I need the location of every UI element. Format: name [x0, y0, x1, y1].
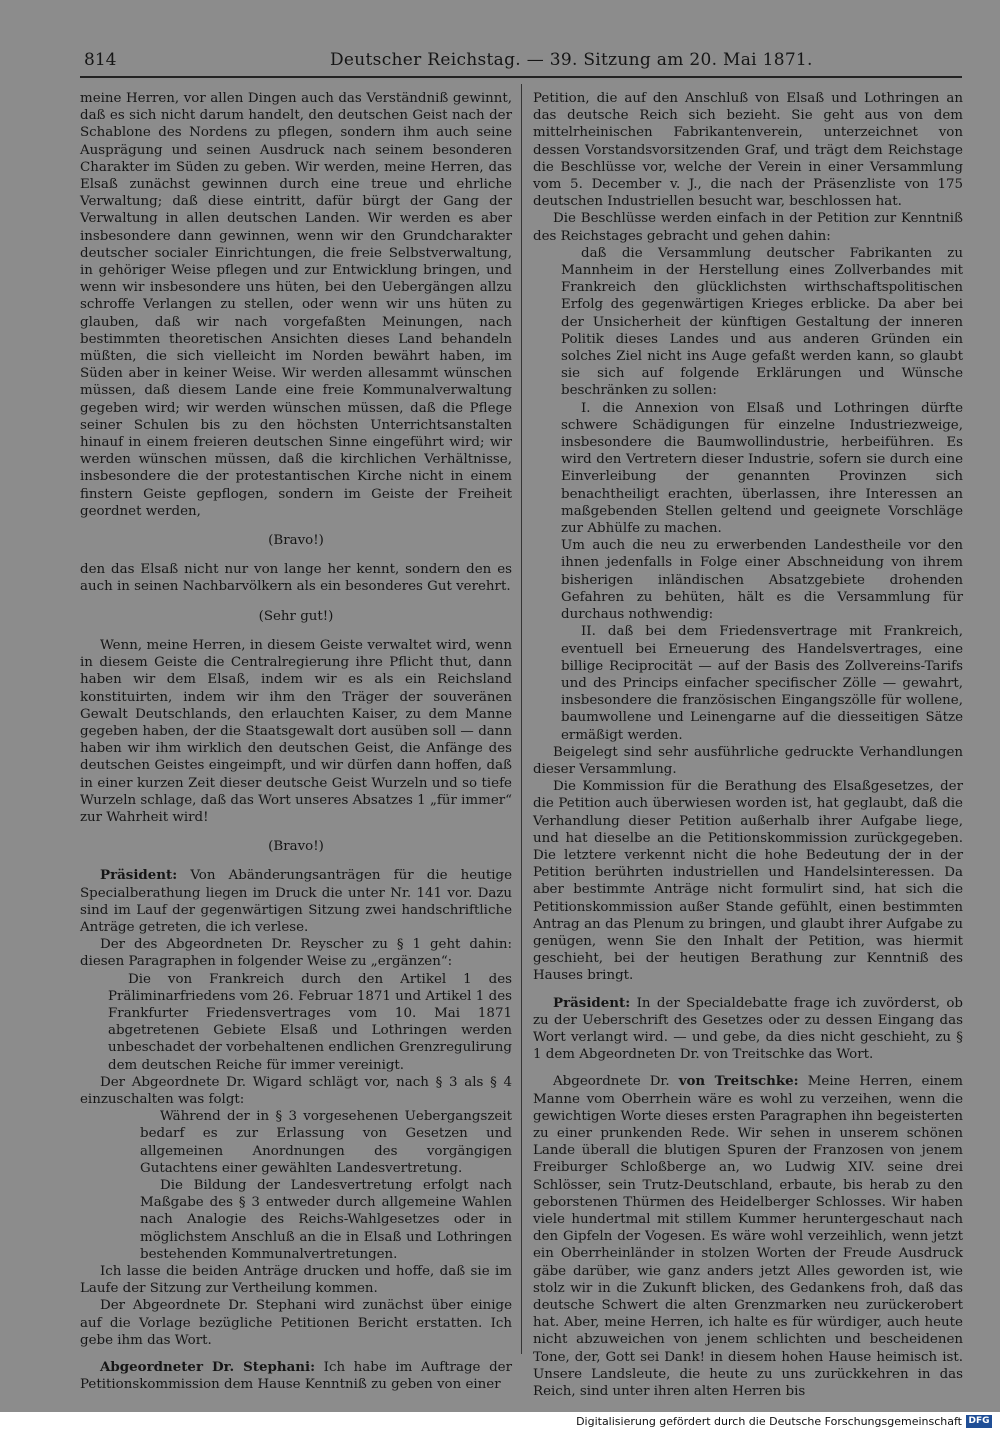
speech-text: In der Specialdebatte frage ich zuvörderst, ob zu der Ueberschrift des Gesetzes oder zu dessen Eingang das Wort verlangt wird. — und gebe, da dies nicht geschieht, zu § 1 dem Abgeordneten Dr. von Treitschke das Wort. [533, 995, 963, 1063]
paragraph: Die Beschlüsse werden einfach in der Petition zur Kenntniß des Reichstages gebracht und gehen dahin: [533, 211, 963, 244]
speech-text: Ich habe im Auftrage der Petitionskommission dem Hause Kenntniß zu geben von einer [80, 1360, 512, 1393]
paragraph [533, 995, 963, 1064]
header-rule [80, 76, 962, 78]
paragraph: den das Elsaß nicht nur von lange her kennt, sondern den es auch in seinen Nachbarvölkern als ein besonderes Gut verehrt. [80, 562, 512, 595]
right-column [533, 90, 963, 1400]
paragraph: Der des Abgeordneten Dr. Reyscher zu § 1 geht dahin: diesen Paragraphen in folgender Weise zu „ergänzen“: [80, 937, 512, 970]
paragraph: Beigelegt sind sehr ausführliche gedruckte Verhandlungen dieser Versammlung. [533, 744, 963, 777]
interjection: (Bravo!) [268, 533, 324, 549]
paragraph: Petition, die auf den Anschluß von Elsaß und Lothringen an das deutsche Reich sich bezieht. Sie geht aus von dem mittelrheinischen Fabrikantenverein, unterzeichnet von dessen Vorstandsvorsitzenden Graf, und trägt dem Reichstage die Beschlüsse vor, welche der Verein in einer Versammlung vom 5. December v. J., die nach der Präsenzliste von 175 deutschen Industriellen besucht war, beschlossen hat. [533, 91, 963, 210]
quoted-resolution: daß die Versammlung deutscher Fabrikanten zu Mannheim in der Herstellung eines Zollverbandes mit Frankreich den glücklichsten wirthschaftspolitischen Erfolg des gegenwärtigen Krieges erblicke. Da aber bei der Unsicherheit der künftigen Gestaltung der inneren Politik dieses Landes und aus anderen Gründen ein solches Ziel nicht ins Auge gefaßt werden kann, so glaubt sie sich auf folgende Erklärungen und Wünsche beschränken zu sollen: [561, 245, 963, 399]
digitization-footer [0, 1412, 1000, 1432]
speaker-title: Abgeordnete Dr. [553, 1074, 670, 1090]
interjection: (Sehr gut!) [258, 608, 334, 624]
paragraph: Der Abgeordnete Dr. Stephani wird zunächst über einige auf die Vorlage bezügliche Petitionen Bericht erstatten. Ich gebe ihm das Wort. [80, 1298, 512, 1348]
paragraph: Die Kommission für die Berathung des Elsaßgesetzes, der die Petition auch überwiesen worden ist, hat geglaubt, daß die Verhandlung dieser Petition außerhalb ihrer Aufgabe liege, und hat dieselbe an die Petitionskommission zurückgegeben. Die letztere verkennt nicht die hohe Bedeutung der in der Petition berührten industriellen und Handelsinteressen. Da aber bestimmte Anträge nicht formulirt sind, hat sich die Petitionskommission außer Stande gefühlt, einen bestimmten Antrag an das Plenum zu bringen, und glaubt ihrer Aufgabe zu genügen, wenn Sie den Inhalt der Petition, was hiermit geschieht, bei der heutigen Berathung zur Kenntniß des Hauses bringt. [533, 779, 963, 984]
left-column [80, 90, 512, 1393]
paragraph [80, 867, 512, 936]
paragraph: Wenn, meine Herren, in diesem Geiste verwaltet wird, wenn in diesem Geiste die Centralregierung ihre Pflicht thut, dann haben wir dem Elsaß, indem wir es als ein Reichsland konstituirten, indem wir ihm den Träger der souveränen Gewalt Deutschlands, den erlauchten Kaiser, zu dem Manne gegeben haben, der die Staatsgewalt dort ausüben soll — dann haben wir ihm wirklich den deutschen Geist, die Anfänge des deutschen Geistes eingeimpft, und wir dürfen dann hoffen, daß in einer kurzen Zeit dieser deutsche Geist Wurzeln und so tiefe Wurzeln schlage, daß das Wort unseres Absatzes 1 „für immer“ zur Wahrheit wird! [80, 637, 512, 825]
paragraph: meine Herren, vor allen Dingen auch das Verständniß gewinnt, daß es sich nicht darum handelt, den deutschen Geist nach der Schablone des Nordens zu pflegen, sondern ihm auch seine Ausprägung und seinen Ausdruck nach seinem besonderen Charakter im Süden zu geben. Wir werden, meine Herren, das Elsaß zunächst gewinnen durch eine treue und ehrliche Verwaltung; daß diese eintritt, dafür bürgt der Gang der Verwaltung in allen deutschen Landen. Wir werden es aber insbesondere dann gewinnen, wenn wir den Grundcharakter deutscher socialer Einrichtungen, die freie Selbstverwaltung, in gehöriger Weise pflegen und zur Entwicklung bringen, und wenn wir insbesondere uns hüten, bei den Uebergängen allzu schroffe Verlangen zu stellen, oder wenn wir uns hüten zu glauben, daß wir nach vorgefaßten Meinungen, nach bestimmten theoretischen Ansichten dieses Land behandeln müßten, die sich vielleicht im Norden bewährt haben, im Süden aber in keiner Weise. Wir werden allesammt wünschen müssen, daß diesem Lande eine freie Kommunalverwaltung gegeben wird; wir werden wünschen müssen, daß die Pflege seiner Schulen bis zu den höchsten Unterrichtsanstalten hinauf in einem freieren deutschen Sinne eingeführt wird; wir werden wünschen müssen, daß die kirchlichen Verhältnisse, insbesondere die der protestantischen Kirche nicht in einem finstern Geiste gepflogen, sondern im Geiste der Freiheit geordnet werden, [80, 91, 512, 519]
paragraph [533, 1073, 963, 1400]
speaker-name: Abgeordneter Dr. Stephani: [100, 1359, 316, 1376]
paragraph: Ich lasse die beiden Anträge drucken und hoffe, daß sie im Laufe der Sitzung zur Vertheilung kommen. [80, 1264, 512, 1297]
quoted-motion: Die von Frankreich durch den Artikel 1 des Präliminarfriedens vom 26. Februar 1871 und Artikel 1 des Frankfurter Friedensvertrages vom 10. Mai 1871 abgetretenen Gebiete Elsaß und Lothringen werden unbeschadet der vorbehaltenen endlichen Grenzregulirung dem deutschen Reiche für immer vereinigt. [108, 971, 512, 1073]
dfg-logo: DFG [966, 1415, 992, 1428]
speaker-name: Präsident: [100, 867, 178, 884]
speech-text: Von Abänderungsanträgen für die heutige Specialberathung liegen im Druck die unter Nr. 141 vor. Dazu sind im Lauf der gegenwärtigen Sitzung zwei handschriftliche Anträge getreten, die ich verlese. [80, 868, 512, 935]
quoted-resolution: Um auch die neu zu erwerbenden Landestheile vor den ihnen jedenfalls in Folge einer Abschneidung von ihrem bisherigen inländischen Absatzgebiete drohenden Gefahren zu behüten, hält es die Versammlung für durchaus nothwendig: [561, 538, 963, 623]
paragraph: Der Abgeordnete Dr. Wigard schlägt vor, nach § 3 als § 4 einzuschalten was folgt: [80, 1074, 512, 1107]
interjection: (Bravo!) [268, 839, 324, 855]
quoted-motion: Die Bildung der Landesvertretung erfolgt nach Maßgabe des § 3 entweder durch allgemeine Wahlen nach Analogie des Reichs-Wahlgesetzes oder in möglichstem Anschluß an die in Elsaß und Lothringen bestehenden Kommunalvertretungen. [140, 1177, 512, 1262]
funding-credit: Digitalisierung gefördert durch die Deutsche Forschungsgemeinschaft [576, 1415, 962, 1428]
paragraph [80, 1359, 512, 1393]
speech-text: Meine Herren, einem Manne vom Oberrhein wäre es wohl zu verzeihen, wenn die gewichtigen Worte dieses ersten Paragraphen ihn begeisterten zu einer prunkenden Rede. Wir sehen in unserem schönen Lande überall die blutigen Spuren der Franzosen von jenem Freiburger Schloßberge an, wo Ludwig XIV. seine drei Schlösser, sein Trutz-Deutschland, erbaute, bis herab zu den geborstenen Thürmen des Heidelberger Schlosses. Wir haben viele hundertmal mit stillem Kummer heruntergeschaut nach den Gipfeln der Vogesen. Es wäre wohl verzeihlich, wenn jetzt ein Oberrheinländer in stolzen Worten der Freude Ausdruck gäbe darüber, wie ganz anders jetzt Alles geworden ist, wie stolz wir in die Zukunft blicken, des Gedankens froh, daß das deutsche Schwert die alten Grenzmarken neu zurückerobert hat. Aber, meine Herren, ich halte es für würdiger, auch heute nicht abzuweichen von jenem schlichten und bescheidenen Tone, der, Gott sei Dank! in diesem hohen Hause heimisch ist. Unsere Landsleute, die heute zu uns zurückkehren in das Reich, sind unter ihren alten Herren bis [533, 1074, 963, 1400]
column-divider [521, 84, 522, 1354]
quoted-motion: Während der in § 3 vorgesehenen Uebergangszeit bedarf es zur Erlassung von Gesetzen und allgemeinen Anordnungen des vorgängigen Gutachtens einer gewählten Landesvertretung. [140, 1109, 512, 1176]
page-number: 814 [84, 50, 117, 70]
speaker-name: Präsident: [553, 994, 631, 1011]
header-title: Deutscher Reichstag. — 39. Sitzung am 20. Mai 1871. [330, 50, 813, 70]
quoted-resolution: II. daß bei dem Friedensvertrage mit Frankreich, eventuell bei Erneuerung des Handelsvertrages, eine billige Reciprocität — auf der Basis des Zollvereins-Tarifs und des Princips einfacher specifischer Zölle — gewahrt, insbesondere die französischen Eingangszölle für wollene, baumwollene und Leinengarne auf die diesseitigen Sätze ermäßigt werden. [561, 624, 963, 743]
quoted-resolution: I. die Annexion von Elsaß und Lothringen dürfte schwere Schädigungen für einzelne Industriezweige, insbesondere die Baumwollindustrie, herbeiführen. Es wird den Vertretern dieser Industrie, sofern sie durch eine Einverleibung der genannten Provinzen sich benachtheiligt erachten, überlassen, ihre Interessen an maßgebenden Stellen geltend und geeignete Vorschläge zur Abhülfe zu machen. [561, 400, 963, 537]
running-header [80, 50, 958, 76]
speaker-name: von Treitschke: [678, 1073, 799, 1090]
